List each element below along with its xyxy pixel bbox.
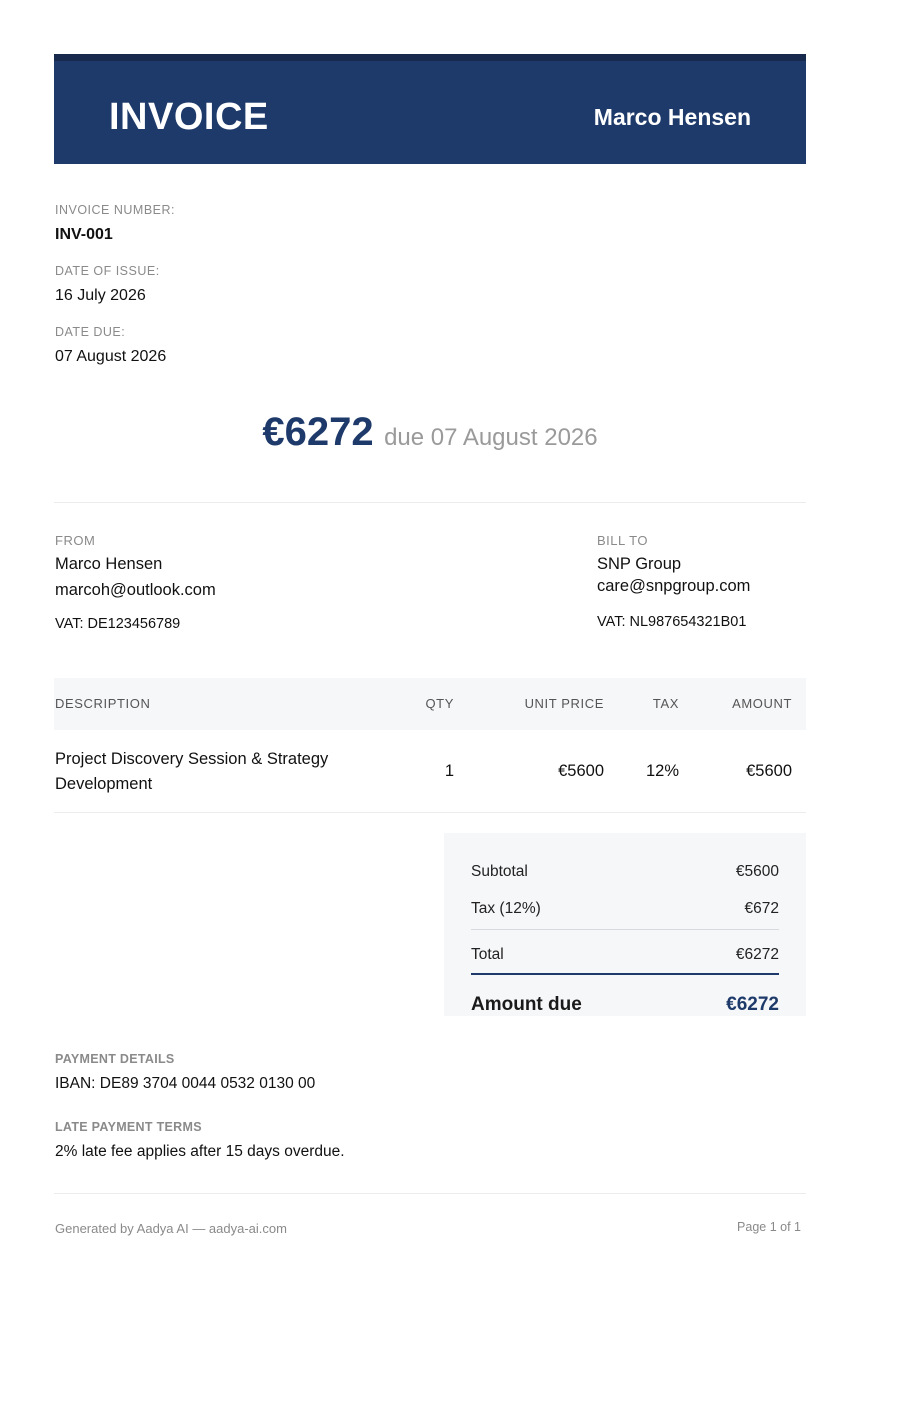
generated-by: Generated by Aadya AI — aadya-ai.com bbox=[55, 1221, 287, 1236]
total-strong-divider bbox=[471, 973, 779, 975]
row-tax: 12% bbox=[645, 762, 679, 780]
date-of-issue: 16 July 2026 bbox=[55, 287, 146, 304]
amount-summary bbox=[0, 410, 860, 455]
bill-to-vat: VAT: NL987654321B01 bbox=[597, 614, 747, 630]
divider bbox=[54, 502, 806, 503]
footer-divider bbox=[54, 1193, 806, 1194]
column-header-qty: QTY bbox=[425, 696, 454, 711]
row-amount: €5600 bbox=[746, 762, 792, 780]
date-due: 07 August 2026 bbox=[55, 348, 167, 365]
invoice-number-block bbox=[55, 202, 175, 246]
totals-box bbox=[444, 833, 806, 1016]
from-vat: VAT: DE123456789 bbox=[55, 616, 181, 632]
date-due-label: DATE DUE: bbox=[55, 325, 126, 339]
row-description-line2: Development bbox=[55, 775, 153, 793]
row-unit-price: €5600 bbox=[558, 762, 604, 780]
total-label: Total bbox=[471, 946, 504, 963]
table-bottom-divider bbox=[54, 812, 806, 813]
bill-to-label: BILL TO bbox=[597, 533, 648, 548]
column-header-amount: AMOUNT bbox=[732, 696, 792, 711]
table-header bbox=[54, 678, 806, 730]
from-name: Marco Hensen bbox=[55, 555, 163, 573]
bill-to-block bbox=[597, 533, 750, 632]
invoice-title: INVOICE bbox=[109, 96, 269, 138]
company-name: Marco Hensen bbox=[593, 104, 751, 130]
date-due-block bbox=[55, 324, 166, 368]
summary-amount: €6272 bbox=[262, 410, 374, 454]
from-block bbox=[55, 533, 216, 634]
invoice-header bbox=[54, 54, 806, 164]
bill-to-email: care@snpgroup.com bbox=[597, 577, 751, 595]
subtotal-value: €5600 bbox=[735, 863, 779, 880]
date-of-issue-block bbox=[55, 263, 160, 307]
row-description-line1: Project Discovery Session & Strategy bbox=[55, 750, 329, 768]
late-payment-label: LATE PAYMENT TERMS bbox=[55, 1120, 202, 1134]
subtotal-row bbox=[471, 862, 779, 882]
from-email: marcoh@outlook.com bbox=[55, 581, 216, 599]
invoice-number: INV-001 bbox=[55, 226, 113, 243]
total-row bbox=[471, 945, 779, 965]
subtotal-label: Subtotal bbox=[471, 863, 528, 880]
column-header-tax: TAX bbox=[652, 696, 679, 711]
row-qty: 1 bbox=[444, 762, 454, 780]
from-label: FROM bbox=[55, 533, 96, 548]
tax-label: Tax (12%) bbox=[471, 900, 541, 917]
amount-due-label: Amount due bbox=[471, 994, 582, 1015]
totals-divider bbox=[471, 929, 779, 930]
total-value: €6272 bbox=[735, 946, 779, 963]
page-number: Page 1 of 1 bbox=[737, 1220, 801, 1234]
row-description bbox=[55, 747, 328, 797]
summary-due-text: due 07 August 2026 bbox=[384, 424, 598, 451]
amount-due-row bbox=[471, 993, 779, 1017]
column-header-description: DESCRIPTION bbox=[55, 696, 151, 711]
date-of-issue-label: DATE OF ISSUE: bbox=[55, 264, 160, 278]
amount-due-value: €6272 bbox=[726, 994, 779, 1015]
late-payment-terms: 2% late fee applies after 15 days overdue. bbox=[55, 1143, 345, 1160]
payment-details-label: PAYMENT DETAILS bbox=[55, 1052, 175, 1066]
tax-row bbox=[471, 899, 779, 919]
tax-value: €672 bbox=[744, 900, 779, 917]
bill-to-name: SNP Group bbox=[597, 555, 682, 573]
column-header-unit-price: UNIT PRICE bbox=[524, 696, 604, 711]
invoice-number-label: INVOICE NUMBER: bbox=[55, 203, 176, 217]
iban: IBAN: DE89 3704 0044 0532 0130 00 bbox=[55, 1075, 316, 1092]
